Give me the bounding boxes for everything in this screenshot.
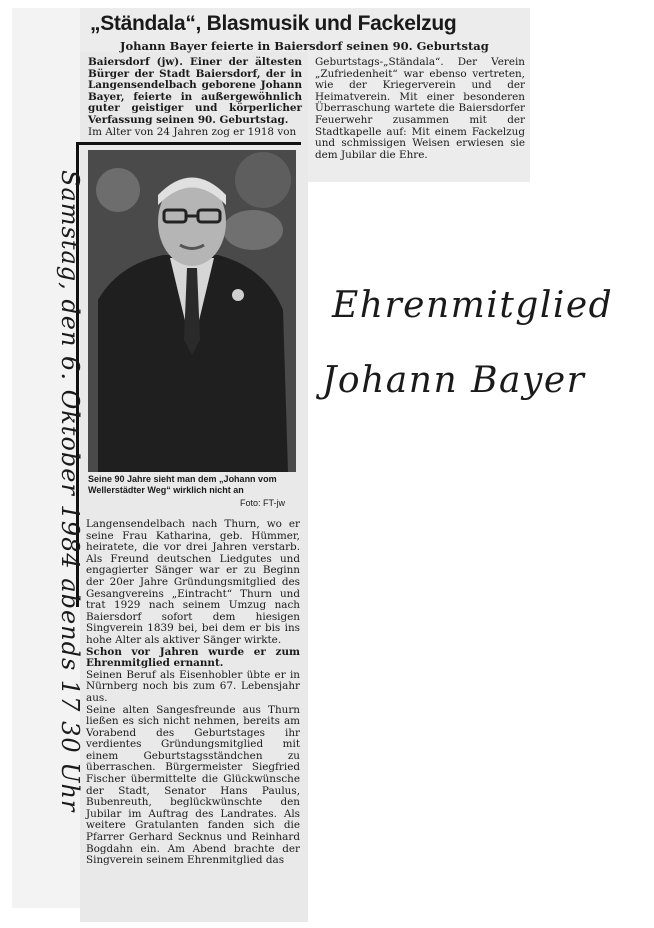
- handwritten-note-line-1: Ehrenmitglied: [332, 285, 614, 326]
- body-paragraph-3: Seine alten Sangesfreunde aus Thurn ließen es sich nicht nehmen, bereits am Vorabend des Geburtstages ihr verdientes Gründungsmitglied mit einem Geburtstagsständchen zu überraschen. Bürgermeister Siegfried Fischer übermittelte die Glückwünsche der Stadt, Senator Hans Paulus, Bubenreuth, beglückwünschte den Jubilar im Auftrag des Landrates. Als weitere Gratulanten fanden sich die Pfarrer Gerhard Secknus und Reinhard Bogdahn ein. Am Abend brachte der Singverein seinem Ehrenmitglied das: [86, 703, 300, 867]
- handwritten-date-text: Samstag, den 6. Oktober 1984 abends 17 30 Uhr: [56, 170, 84, 813]
- handwritten-note-line-2: Johann Bayer: [322, 360, 586, 401]
- photo-credit: Foto: FT-jw: [240, 498, 286, 508]
- pen-bracket-marking: [76, 142, 301, 607]
- article-subheadline: Johann Bayer feierte in Baiersdorf seinen 90. Geburtstag: [120, 39, 489, 53]
- right-column-paragraph: Geburtstags-„Ständala“. Der Verein „Zufriedenheit“ war ebenso vertreten, wie der Kriegerverein und der Heimatverein. Mit einer besonderen Überraschung wartete die Baiersdorfer Feuerwehr zusammen mit der Stadtkapelle auf: Mit einem Fackelzug und schmissigen Weisen erwiesen sie dem Jubilar die Ehre.: [315, 56, 525, 161]
- article-right-column: [315, 57, 525, 161]
- article-lead-column: [88, 57, 302, 138]
- photo-caption: Seine 90 Jahre sieht man dem „Johann vom Wellerstädter Weg“ wirklich nicht an: [88, 474, 277, 495]
- body-paragraph-start: Im Alter von 24 Jahren zog er 1918 von: [88, 125, 297, 138]
- article-headline: „Ständala“, Blasmusik und Fackelzug: [90, 12, 457, 35]
- body-highlight: Schon vor Jahren wurde er zum Ehrenmitglied ernannt.: [86, 645, 300, 670]
- body-paragraph-1: Langensendelbach nach Thurn, wo er seine Frau Katharina, geb. Hümmer, heiratete, die vor drei Jahren verstarb. Als Freund deutschen Liedgutes und engagierter Sänger war er zu Beginn der 20er Jahre Gründungsmitglied des Gesangvereins „Eintracht“ Thurn und trat 1929 nach seinem Umzug nach Baiersdorf sofort dem hiesigen Singverein 1839 bei, bei dem er bis ins hohe Alter als aktiver Sänger wirkte.: [86, 518, 300, 646]
- lead-paragraph: Baiersdorf (jw). Einer der ältesten Bürger der Stadt Baiersdorf, der in Langensendelbach geborene Johann Bayer, feierte in außergewöhnlich guter geistiger und körperlicher Verfassung seinen 90. Geburtstag.: [88, 56, 302, 126]
- body-paragraph-2: Seinen Beruf als Eisenhobler übte er in Nürnberg noch bis zum 67. Lebensjahr aus.: [86, 668, 300, 704]
